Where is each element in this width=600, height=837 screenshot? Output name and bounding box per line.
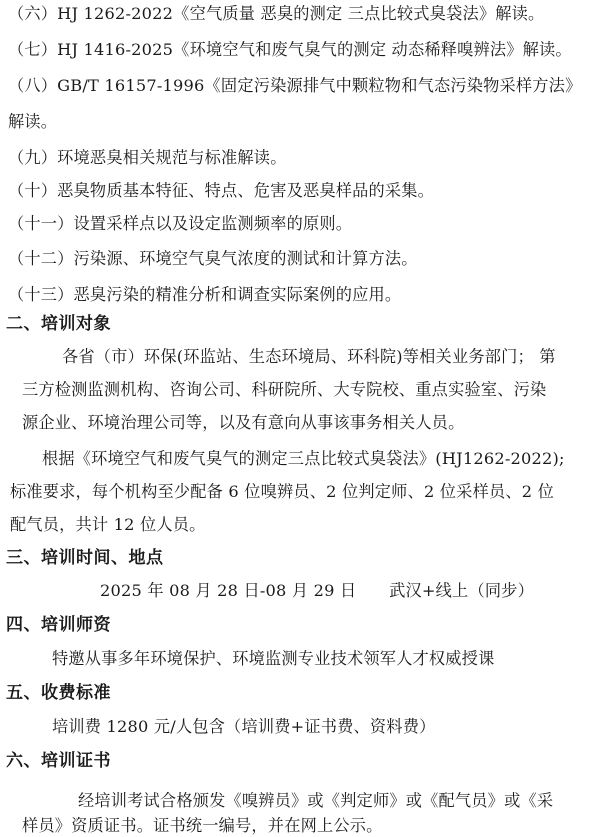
section-heading-certificate: 六、培训证书 [6, 751, 111, 771]
list-item-8: （八）GB/T 16157-1996《固定污染源排气中颗粒物和气态污染物采样方法》 [8, 76, 582, 95]
teachers-detail: 特邀从事多年环境保护、环境监测专业技术领军人才权威授课 [52, 649, 495, 668]
target-paragraph-2-line-3: 配气员，共计 12 位人员。 [10, 515, 206, 534]
list-item-12: （十二）污染源、环境空气臭气浓度的测试和计算方法。 [8, 249, 418, 268]
section-heading-target: 二、培训对象 [6, 314, 111, 334]
target-paragraph-1-line-2: 三方检测监测机构、咨询公司、科研院所、大专院校、重点实验室、污染 [22, 380, 547, 399]
list-item-10: （十）恶臭物质基本特征、特点、危害及恶臭样品的采集。 [8, 181, 435, 200]
section-heading-teachers: 四、培训师资 [6, 615, 111, 635]
certificate-line-1: 经培训考试合格颁发《嗅辨员》或《判定师》或《配气员》或《采 [78, 791, 554, 810]
list-item-13: （十三）恶臭污染的精准分析和调查实际案例的应用。 [8, 285, 402, 304]
fees-detail: 培训费 1280 元/人包含（培训费+证书费、资料费） [52, 717, 436, 736]
target-paragraph-2-line-1: 根据《环境空气和废气臭气的测定三点比较式臭袋法》(HJ1262-2022); [42, 449, 565, 468]
certificate-line-2: 样员》资质证书。证书统一编号，并在网上公示。 [22, 816, 383, 835]
target-paragraph-2-line-2: 标准要求，每个机构至少配备 6 位嗅辨员、2 位判定师、2 位采样员、2 位 [10, 482, 554, 501]
target-paragraph-1-line-1: 各省（市）环保(环监站、生态环境局、环科院)等相关业务部门； 第 [62, 347, 556, 366]
list-item-7: （七）HJ 1416-2025《环境空气和废气臭气的测定 动态稀释嗅辨法》解读。 [8, 40, 572, 59]
list-item-11: （十一）设置采样点以及设定监测频率的原则。 [8, 214, 353, 233]
list-item-8-continued: 解读。 [8, 112, 58, 131]
section-heading-time: 三、培训时间、地点 [6, 548, 164, 568]
time-location-detail: 2025 年 08 月 28 日-08 月 29 日 武汉+线上（同步） [100, 581, 534, 600]
list-item-9: （九）环境恶臭相关规范与标准解读。 [8, 148, 287, 167]
list-item-6: （六）HJ 1262-2022《空气质量 恶臭的测定 三点比较式臭袋法》解读。 [8, 4, 545, 23]
section-heading-fees: 五、收费标准 [6, 683, 111, 703]
target-paragraph-1-line-3: 源企业、环境治理公司等，以及有意向从事该事务相关人员。 [22, 413, 465, 432]
